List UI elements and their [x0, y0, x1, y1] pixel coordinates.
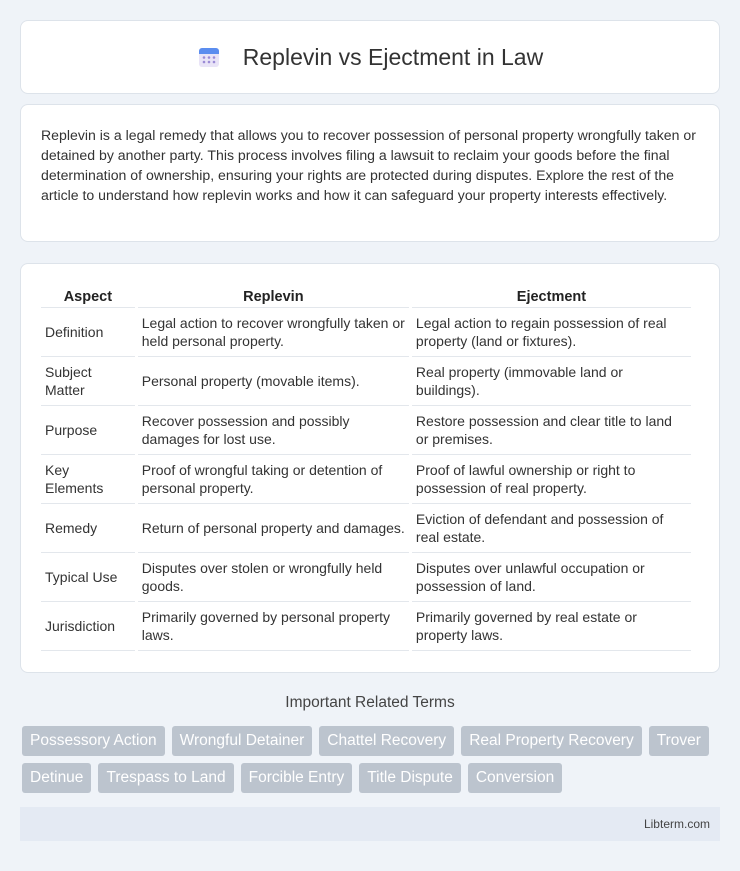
row-replevin: Personal property (movable items). [138, 357, 409, 406]
row-ejectment: Real property (immovable land or buildings). [412, 357, 691, 406]
comparison-table [38, 284, 694, 651]
tag-forcible-entry[interactable]: Forcible Entry [241, 763, 353, 793]
intro-text: Replevin is a legal remedy that allows you to recover possession of personal property wrongfully taken or detained by another party. This process involves filing a lawsuit to reclaim your goods before the final determination of ownership, ensuring your rights are protected during disputes. Explore the rest of the article to understand how replevin works and how it can safeguard your property interests effectively. [41, 127, 696, 203]
table-row [41, 504, 691, 553]
tag-wrongful-detainer[interactable]: Wrongful Detainer [172, 726, 313, 756]
table-row [41, 455, 691, 504]
row-aspect: Subject Matter [41, 357, 135, 406]
calendar-icon [197, 45, 221, 69]
related-terms-title: Important Related Terms [285, 694, 455, 711]
row-ejectment: Primarily governed by real estate or property laws. [412, 602, 691, 651]
tag-detinue[interactable]: Detinue [22, 763, 91, 793]
header-ejectment: Ejectment [412, 284, 691, 308]
row-ejectment: Eviction of defendant and possession of real estate. [412, 504, 691, 553]
header-card [20, 20, 720, 94]
tag-possessory-action[interactable]: Possessory Action [22, 726, 165, 756]
tag-conversion[interactable]: Conversion [468, 763, 562, 793]
row-replevin: Legal action to recover wrongfully taken or held personal property. [138, 308, 409, 357]
table-row [41, 406, 691, 455]
table-row [41, 602, 691, 651]
row-ejectment: Proof of lawful ownership or right to possession of real property. [412, 455, 691, 504]
comparison-card [20, 263, 720, 673]
table-row [41, 308, 691, 357]
tag-trespass-to-land[interactable]: Trespass to Land [98, 763, 233, 793]
footer-brand-link[interactable]: Libterm.com [643, 817, 710, 831]
row-replevin: Return of personal property and damages. [138, 504, 409, 553]
row-aspect: Key Elements [41, 455, 135, 504]
tag-chattel-recovery[interactable]: Chattel Recovery [319, 726, 454, 756]
row-replevin: Disputes over stolen or wrongfully held goods. [138, 553, 409, 602]
header-replevin: Replevin [138, 284, 409, 308]
row-replevin: Proof of wrongful taking or detention of personal property. [138, 455, 409, 504]
table-row [41, 553, 691, 602]
row-aspect: Remedy [41, 504, 135, 553]
row-aspect: Typical Use [41, 553, 135, 602]
row-replevin: Primarily governed by personal property laws. [138, 602, 409, 651]
row-aspect: Purpose [41, 406, 135, 455]
row-replevin: Recover possession and possibly damages for lost use. [138, 406, 409, 455]
table-header-row [41, 284, 691, 308]
tag-real-property-recovery[interactable]: Real Property Recovery [461, 726, 642, 756]
tag-trover[interactable]: Trover [649, 726, 709, 756]
row-aspect: Jurisdiction [41, 602, 135, 651]
table-row [41, 357, 691, 406]
row-ejectment: Restore possession and clear title to land or premises. [412, 406, 691, 455]
intro-card [20, 104, 720, 242]
related-terms-list [22, 726, 722, 793]
tag-title-dispute[interactable]: Title Dispute [359, 763, 461, 793]
page-title: Replevin vs Ejectment in Law [242, 43, 544, 70]
footer [20, 807, 720, 841]
row-aspect: Definition [41, 308, 135, 357]
header-aspect: Aspect [41, 284, 135, 308]
row-ejectment: Disputes over unlawful occupation or possession of land. [412, 553, 691, 602]
row-ejectment: Legal action to regain possession of real property (land or fixtures). [412, 308, 691, 357]
